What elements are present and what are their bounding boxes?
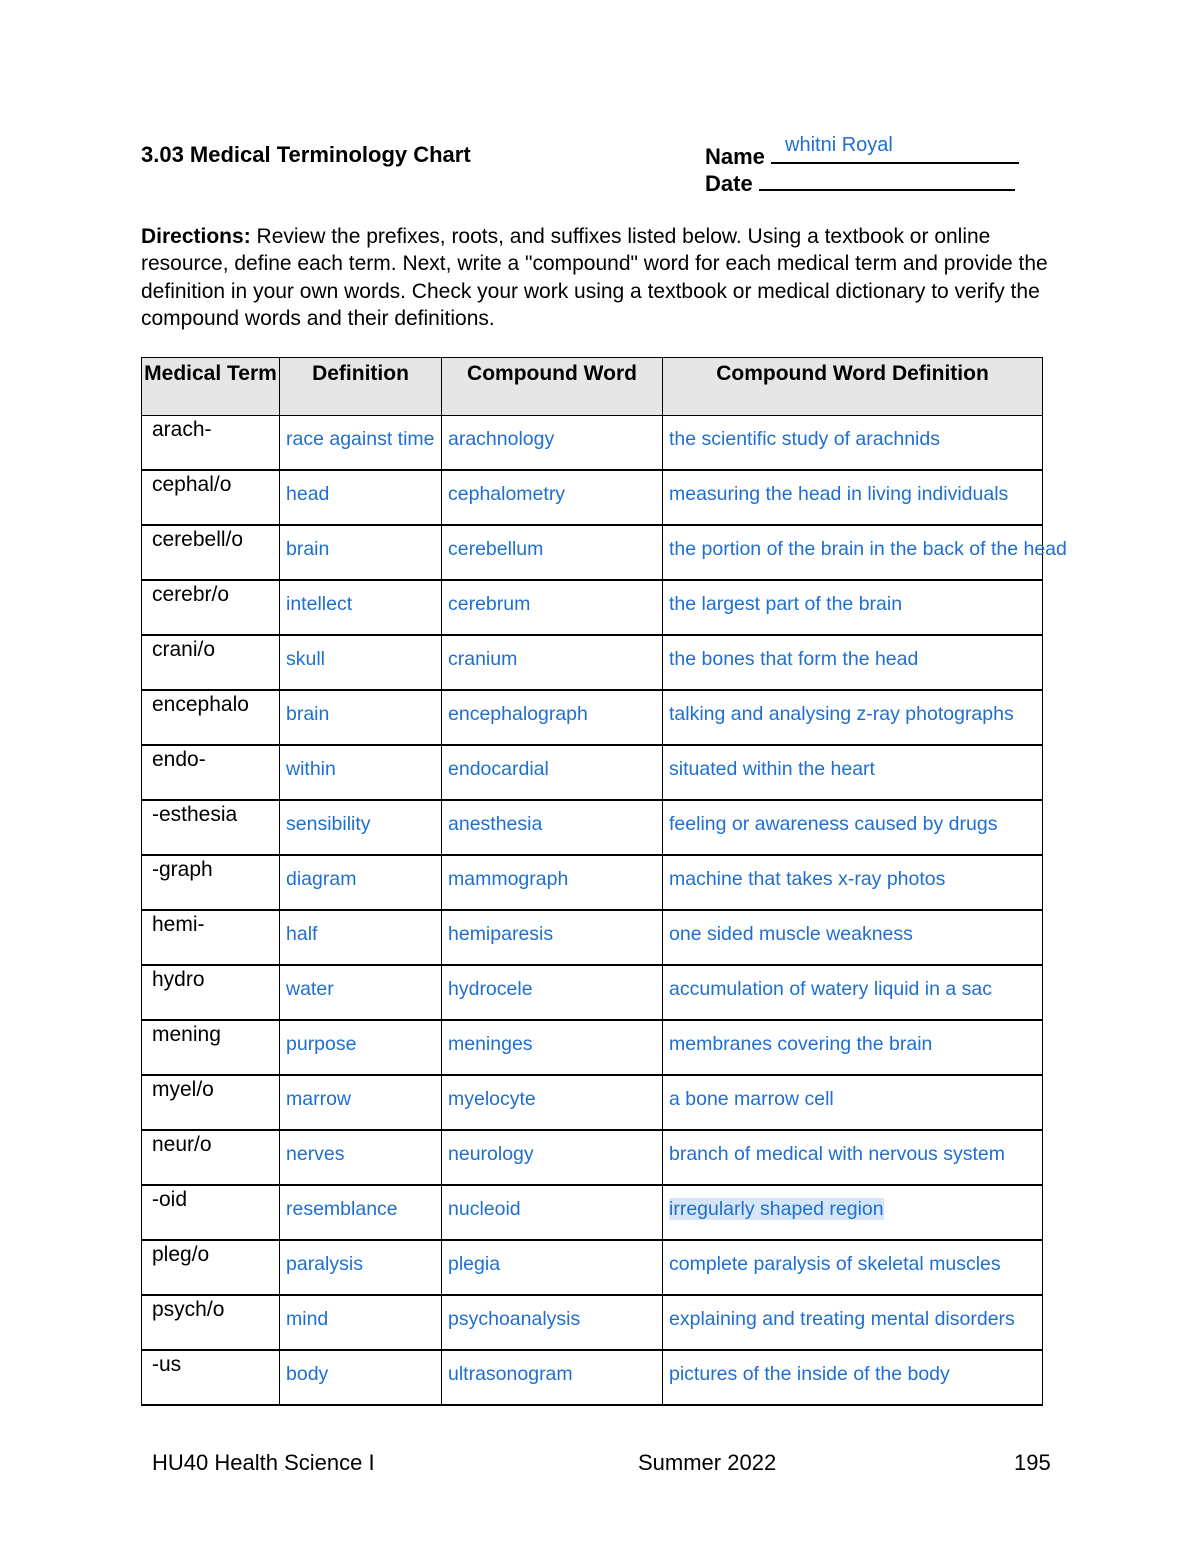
table-row [142, 855, 1043, 910]
term-cell: -oid [142, 1185, 280, 1240]
compound-definition-cell[interactable] [663, 855, 1043, 910]
compound-word-cell[interactable] [442, 1185, 663, 1240]
term-cell: mening [142, 1020, 280, 1075]
definition-text: within [286, 758, 336, 780]
term-cell: psych/o [142, 1295, 280, 1350]
footer-term: Summer 2022 [638, 1450, 777, 1475]
definition-cell[interactable] [280, 1350, 442, 1405]
compound-definition-text: accumulation of watery liquid in a sac [669, 978, 992, 1000]
definition-cell[interactable] [280, 580, 442, 635]
compound-word-text: encephalograph [448, 703, 588, 725]
compound-definition-text: branch of medical with nervous system [669, 1143, 1005, 1165]
definition-cell[interactable] [280, 965, 442, 1020]
definition-text: paralysis [286, 1253, 363, 1275]
compound-word-text: nucleoid [448, 1198, 521, 1220]
term-cell: hydro [142, 965, 280, 1020]
table-row [142, 635, 1043, 690]
compound-definition-cell[interactable] [663, 580, 1043, 635]
definition-cell[interactable] [280, 1075, 442, 1130]
table-row [142, 525, 1043, 580]
compound-definition-cell[interactable] [663, 635, 1043, 690]
compound-word-text: ultrasonogram [448, 1363, 573, 1385]
compound-definition-text: talking and analysing z-ray photographs [669, 703, 1014, 725]
definition-cell[interactable] [280, 525, 442, 580]
table-row [142, 470, 1043, 525]
term-cell: neur/o [142, 1130, 280, 1185]
compound-definition-text: membranes covering the brain [669, 1033, 933, 1055]
footer-course: HU40 Health Science I [152, 1450, 375, 1475]
compound-word-cell[interactable] [442, 1350, 663, 1405]
definition-cell[interactable] [280, 910, 442, 965]
definition-cell[interactable] [280, 1020, 442, 1075]
definition-text: sensibility [286, 813, 371, 835]
definition-cell[interactable] [280, 690, 442, 745]
compound-word-text: endocardial [448, 758, 549, 780]
table-row [142, 1295, 1043, 1350]
definition-text: purpose [286, 1033, 357, 1055]
table-row [142, 690, 1043, 745]
table-header-row [142, 358, 1043, 416]
compound-word-cell[interactable] [442, 1075, 663, 1130]
compound-definition-cell[interactable] [663, 1185, 1043, 1240]
compound-definition-cell[interactable] [663, 745, 1043, 800]
date-line [705, 169, 1015, 197]
definition-cell[interactable] [280, 416, 442, 471]
definition-cell[interactable] [280, 745, 442, 800]
table-row [142, 1075, 1043, 1130]
compound-word-cell[interactable] [442, 525, 663, 580]
compound-definition-text: the scientific study of arachnids [669, 428, 940, 450]
date-label: Date [705, 171, 753, 196]
compound-word-text: cephalometry [448, 483, 566, 505]
definition-text: resemblance [286, 1198, 398, 1220]
compound-definition-text: complete paralysis of skeletal muscles [669, 1253, 1001, 1275]
term-cell: -esthesia [142, 800, 280, 855]
compound-definition-cell[interactable] [663, 1130, 1043, 1185]
definition-cell[interactable] [280, 855, 442, 910]
compound-word-text: cerebrum [448, 593, 531, 615]
compound-word-cell[interactable] [442, 635, 663, 690]
compound-word-cell[interactable] [442, 470, 663, 525]
definition-text: nerves [286, 1143, 345, 1165]
directions-text: Review the prefixes, roots, and suffixes listed below. Using a textbook or online resource, define each term. Next, write a "compound" word for each medical term and provide the definition in your own words. Check your work using a textbook or medical dictionary to verify the compound words and their definitions. [141, 225, 1048, 330]
definition-text: water [286, 978, 334, 1000]
directions-label: Directions: [141, 225, 251, 248]
header-compound-word-definition: Compound Word Definition [663, 358, 1043, 416]
compound-word-text: cranium [448, 648, 518, 670]
compound-definition-text: feeling or awareness caused by drugs [669, 813, 998, 835]
definition-cell[interactable] [280, 1295, 442, 1350]
compound-definition-cell[interactable] [663, 965, 1043, 1020]
compound-word-text: meninges [448, 1033, 533, 1055]
compound-word-text: plegia [448, 1253, 501, 1275]
table-row [142, 745, 1043, 800]
term-cell: crani/o [142, 635, 280, 690]
compound-definition-text: the bones that form the head [669, 648, 919, 670]
compound-definition-text: machine that takes x-ray photos [669, 868, 946, 890]
compound-word-cell[interactable] [442, 1130, 663, 1185]
compound-word-text: neurology [448, 1143, 534, 1165]
term-cell: endo- [142, 745, 280, 800]
compound-definition-text: the largest part of the brain [669, 593, 903, 615]
compound-word-text: psychoanalysis [448, 1308, 581, 1330]
compound-definition-cell[interactable] [663, 800, 1043, 855]
compound-definition-text: pictures of the inside of the body [669, 1363, 950, 1385]
compound-word-cell[interactable] [442, 745, 663, 800]
definition-text: half [286, 923, 318, 945]
compound-word-cell[interactable] [442, 1020, 663, 1075]
definition-text: brain [286, 538, 330, 560]
term-cell: hemi- [142, 910, 280, 965]
compound-word-text: hydrocele [448, 978, 533, 1000]
compound-definition-cell[interactable] [663, 1350, 1043, 1405]
compound-definition-cell[interactable] [663, 690, 1043, 745]
date-field[interactable] [759, 169, 1015, 191]
definition-text: race against time [286, 428, 435, 450]
header-definition: Definition [280, 358, 442, 416]
compound-word-text: hemiparesis [448, 923, 554, 945]
term-cell: -us [142, 1350, 280, 1405]
directions [141, 223, 1081, 332]
definition-text: brain [286, 703, 330, 725]
compound-definition-cell[interactable] [663, 1295, 1043, 1350]
compound-definition-text: measuring the head in living individuals [669, 483, 1009, 505]
compound-definition-text: a bone marrow cell [669, 1088, 834, 1110]
definition-cell[interactable] [280, 470, 442, 525]
table-row [142, 1185, 1043, 1240]
compound-word-text: cerebellum [448, 538, 544, 560]
term-cell: cephal/o [142, 470, 280, 525]
table-row [142, 965, 1043, 1020]
compound-definition-text: the portion of the brain in the back of the head [669, 538, 1067, 560]
compound-word-cell[interactable] [442, 416, 663, 471]
compound-definition-text: irregularly shaped region [669, 1198, 884, 1220]
compound-definition-cell[interactable] [663, 1020, 1043, 1075]
compound-word-text: anesthesia [448, 813, 543, 835]
table-row [142, 1350, 1043, 1405]
terminology-table [141, 357, 1067, 1406]
table-row [142, 800, 1043, 855]
compound-word-text: myelocyte [448, 1088, 536, 1110]
compound-definition-cell[interactable] [663, 525, 1067, 580]
definition-text: mind [286, 1308, 329, 1330]
definition-text: head [286, 483, 330, 505]
compound-word-cell[interactable] [442, 800, 663, 855]
name-label: Name [705, 144, 765, 169]
compound-definition-cell[interactable] [663, 470, 1043, 525]
compound-definition-text: explaining and treating mental disorders [669, 1308, 1015, 1330]
definition-cell[interactable] [280, 1240, 442, 1295]
definition-cell[interactable] [280, 800, 442, 855]
definition-text: intellect [286, 593, 353, 615]
compound-definition-cell[interactable] [663, 1240, 1043, 1295]
term-cell: arach- [142, 416, 280, 471]
table-row [142, 416, 1043, 471]
table-row [142, 580, 1043, 635]
compound-definition-text: one sided muscle weakness [669, 923, 913, 945]
footer-page-number: 195 [1014, 1450, 1051, 1475]
compound-word-text: mammograph [448, 868, 569, 890]
table-row [142, 1240, 1043, 1295]
term-cell: cerebell/o [142, 525, 280, 580]
term-cell: -graph [142, 855, 280, 910]
definition-text: skull [286, 648, 326, 670]
term-cell: cerebr/o [142, 580, 280, 635]
table-row [142, 1130, 1043, 1185]
compound-word-cell[interactable] [442, 1295, 663, 1350]
compound-definition-cell[interactable] [663, 910, 1043, 965]
compound-word-cell[interactable] [442, 910, 663, 965]
compound-definition-cell[interactable] [663, 416, 1043, 471]
header-medical-term: Medical Term [142, 358, 280, 416]
definition-cell[interactable] [280, 1130, 442, 1185]
compound-word-text: arachnology [448, 428, 555, 450]
compound-definition-cell[interactable] [663, 1075, 1043, 1130]
compound-word-cell[interactable] [442, 580, 663, 635]
definition-text: body [286, 1363, 329, 1385]
compound-word-cell[interactable] [442, 965, 663, 1020]
definition-cell[interactable] [280, 1185, 442, 1240]
table-row [142, 910, 1043, 965]
compound-word-cell[interactable] [442, 690, 663, 745]
page-title: 3.03 Medical Terminology Chart [141, 142, 471, 167]
name-value: whitni Royal [785, 134, 893, 156]
header-compound-word: Compound Word [442, 358, 663, 416]
definition-text: diagram [286, 868, 357, 890]
term-cell: encephalo [142, 690, 280, 745]
compound-definition-text: situated within the heart [669, 758, 875, 780]
definition-cell[interactable] [280, 635, 442, 690]
term-cell: pleg/o [142, 1240, 280, 1295]
table-row [142, 1020, 1043, 1075]
compound-word-cell[interactable] [442, 855, 663, 910]
definition-text: marrow [286, 1088, 352, 1110]
term-cell: myel/o [142, 1075, 280, 1130]
compound-word-cell[interactable] [442, 1240, 663, 1295]
